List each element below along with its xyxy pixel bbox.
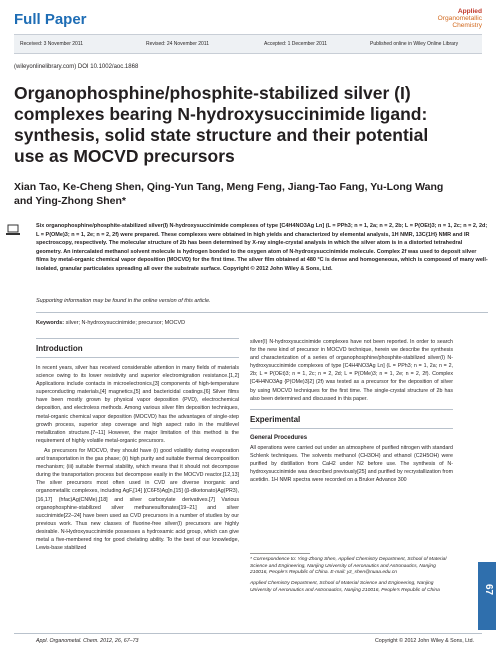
article-title: Organophosphine/phosphite-stabilized silver (I) complexes bearing N-hydroxysuccinimide ligand: synthesis, solid state structure and their potential use as MOCVD precursors xyxy=(14,83,429,166)
laptop-icon xyxy=(6,224,20,236)
keywords-values: silver; N-hydroxysuccinimide; precursor; MOCVD xyxy=(65,320,186,326)
intro-paragraph-2: As precursors for MOCVD, they should have (i) good volatility during evaporation and transportation in the gas phase; (ii) high purity and suitable thermal decomposition mechanism; (iii) suitable thermal stability, which means that it should not decompose during the transportation process but decompose easily in the MOCVD reactor.[12,13] The silver precursors most often used in CVD are diverse inorganic and organometallic complexes, including AgF,[14] [(C6F5)Ag]n,[15] (β-diketonato)Ag(PR3),[16,17] (hfac)Ag(CNMe),[18] and silver carboxylate derivatives.[7] Various organophosphine-stabilized silver methanesulfonates[19–21] and silver succinimide[22–24] have been used as CVD precursors in a number of studies by our previous work. Thus new classes of fluorine-free silver(I) precursors are highly desirable. N-Hydroxysuccinimide possesses a hydroxamic acid group, which can give metal a five-membered ring for good chelating ability. To the best of our knowledge, Lewis-base stabilized xyxy=(36,447,239,552)
keywords-line xyxy=(36,320,185,326)
published-online: Published online in Wiley Online Library xyxy=(370,41,459,47)
journal-logo xyxy=(420,8,482,29)
footer-rule xyxy=(14,633,482,634)
doi-line: (wileyonlinelibrary.com) DOI 10.1002/aoc.1868 xyxy=(14,64,139,70)
article-dates-bar xyxy=(14,34,482,54)
page-number: 67 xyxy=(483,584,494,596)
affiliation-note: Applied Chemistry Department, School of Material Science and Engineering, Nanjing University of Aeronautics and Astronautics, Nanjing 210016, People's Republic of China xyxy=(250,581,440,593)
correspondence-note: * Correspondence to: Ying-Zhong Shen, Applied Chemistry Department, School of Material Science and Engineering, Nanjing University of Aeronautics and Astronautics, Nanjing 210016, People's Republic of China. E-mail: yz_shen@nuaa.edu.cn xyxy=(250,557,447,576)
keywords-label: Keywords: xyxy=(36,320,65,326)
right-column xyxy=(250,338,453,486)
page-number-tab xyxy=(478,562,496,630)
journal-logo-line1: Applied xyxy=(457,8,482,15)
footnote-rule xyxy=(250,553,310,554)
left-column xyxy=(36,338,239,554)
accepted-date: Accepted: 1 December 2011 xyxy=(264,41,328,47)
footnote xyxy=(250,553,450,599)
section-label: Full Paper xyxy=(14,11,87,28)
divider xyxy=(36,312,488,313)
journal-logo-line3: Chemistry xyxy=(452,22,482,29)
general-procedures-heading: General Procedures xyxy=(250,434,308,441)
copyright-footer: Copyright © 2012 John Wiley & Sons, Ltd. xyxy=(374,638,474,644)
revised-date: Revised: 24 November 2011 xyxy=(146,41,209,47)
supporting-info-note: Supporting information may be found in the online version of this article. xyxy=(36,298,211,304)
right-paragraph-1: silver(I) N-hydroxysuccinimide complexes have not been reported. In order to search for the new kind of precursor in MOCVD technique, herein we describe the synthesis and characterization of a series of organophosphine/phosphite-stabilized silver(I) N-hydroxysuccinimide complexes of type [C4H4NO3Ag Ln] (L = PPh3; n = 1, 2a; n = 2, 2b; L = P(OEt)3; n = 1, 2c; n = 2, 2d; L = P(OMe)3; n = 1, 2e; n = 2, 2f). Complex [C4H4NO3Ag {P(OMe)3}2] (2f) was tested as a precursor for the deposition of silver by using MOCVD techniques for the first time. The single-crystal structure of 2b has also been determined and discussed in this paper. xyxy=(250,339,453,402)
intro-paragraph-1: In recent years, silver has received considerable attention in many fields of materials science owing to its lower resistivity and superior electromigration resistance.[1,2] Applications include contacts in microelectronics,[3] components of high-temperature superconducting materials,[4] magnetics,[5] and bactericidal coatings.[6] Silver films have been mostly grown by physical vapor deposition (PVD), electrochemical deposition, and electroless methods. Among various silver film deposition techniques, metal-organic chemical vapor deposition (MOCVD) has the advantages of single-step growth process, superior step coverage and high aspect ratio in the multilevel metallization structure.[7–11] However, the major limitation of this method is the requirement of highly volatile metal-organic precursors. xyxy=(36,365,239,444)
page-header xyxy=(14,8,482,30)
journal-citation: Appl. Organometal. Chem. 2012, 26, 67–73 xyxy=(36,638,139,644)
journal-logo-line2: Organometallic xyxy=(437,15,482,22)
experimental-paragraph: All operations were carried out under an atmosphere of purified nitrogen with standard Schlenk techniques. The solvents methanol (CH3OH) and ethanol (C2H5OH) were purified by distillation from CaH2 under N2 before use. The synthesis of N-hydroxysuccinimide was described previously[25] and purified by recrystallization from acetidin. 1H NMR spectra were recorded on a Bruker Advance 300 xyxy=(250,444,453,484)
introduction-heading: Introduction xyxy=(36,338,239,358)
abstract-text: Six organophosphine/phosphite-stabilized silver(I) N-hydroxysuccinimide complexes of type [C4H4NO3Ag Ln] (L = PPh3; n = 1, 2a; n = 2, 2b; L = P(OEt)3; n = 1, 2c; n = 2, 2d; L = P(OMe)3; n = 1, 2e; n = 2, 2f) were prepared. These complexes were obtained in high yields and characterized by elemental analysis, 1H NMR, 13C{1H} NMR and IR spectroscopy, respectively. The molecular structure of 2b has been determined by X-ray single-crystal analysis in which the silver atom is in a distorted tetrahedral geometry. An intercalated methanol solvent molecule is hydrogen bonded to the oxygen atom of N-hydroxysuccinimide molecule. Complex 2f was used to deposit silver films by metal-organic chemical vapor deposition (MOCVD) for the first time. The silver film obtained at 480 °C is dense and homogeneous, which is composed of many well-isolated, granular particulates spreading all over the substrate surface. Copyright © 2012 John Wiley & Sons, Ltd. xyxy=(36,223,488,272)
author-list: Xian Tao, Ke-Cheng Shen, Qing-Yun Tang, Meng Feng, Jiang-Tao Fang, Yu-Long Wang and Ying-Zhong Shen* xyxy=(14,181,444,207)
received-date: Received: 3 November 2011 xyxy=(20,41,83,47)
experimental-heading: Experimental xyxy=(250,409,453,429)
